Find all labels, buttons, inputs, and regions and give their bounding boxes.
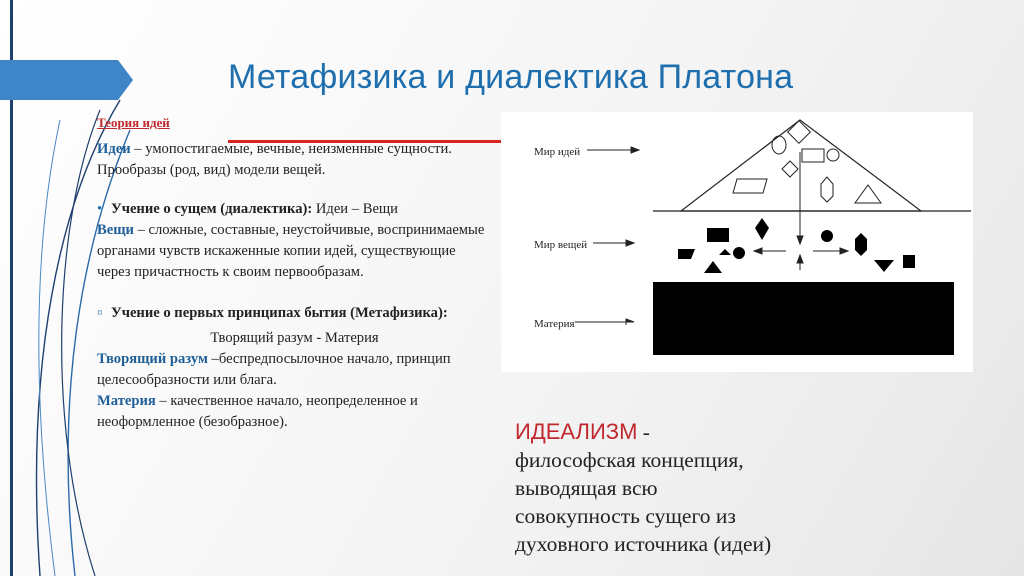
matter-term: Материя <box>97 393 156 409</box>
mind-paragraph <box>97 349 492 391</box>
dialectics-bold: Учение о сущем (диалектика): <box>111 201 313 217</box>
matter-text: – качественное начало, неопределенное и неоформленное (безобразное). <box>97 393 418 430</box>
idealism-text: философская концепция, выводящая всю совокупность сущего из духовного источника (идеи) <box>515 448 772 556</box>
bullet-square-icon: ▫ <box>97 305 103 321</box>
ideas-text: – умопостигаемые, вечные, неизменные сущности. Прообразы (род, вид) модели вещей. <box>97 141 452 178</box>
metaphysics-bold: Учение о первых принципах бытия (Метафизика): <box>111 305 448 321</box>
dialectics-line <box>97 199 492 220</box>
slide-title: Метафизика и диалектика Платона <box>228 58 794 96</box>
label-world-things: Мир вещей <box>534 239 588 251</box>
metaphysics-line <box>97 303 492 324</box>
ideas-triangle <box>681 120 921 211</box>
theory-heading: Теория идей <box>97 115 170 130</box>
left-text-column <box>97 112 492 433</box>
thing-shapes <box>678 218 915 273</box>
label-matter: Материя <box>534 318 575 330</box>
ideas-term: Идеи <box>97 141 131 157</box>
matter-paragraph <box>97 391 492 433</box>
idealism-definition <box>515 418 775 558</box>
plato-worlds-diagram <box>501 112 973 372</box>
ideas-paragraph <box>97 139 492 181</box>
center-line: Творящий разум - Материя <box>210 330 379 346</box>
things-text: – сложные, составные, неустойчивые, воспринимаемые органами чувств искаженные копии идей, существующие через причастность к своим первообразам. <box>97 222 485 280</box>
mind-term: Творящий разум <box>97 351 208 367</box>
mind-text: –беспредпосылочное начало, принцип целесообразности или блага. <box>97 351 451 388</box>
label-arrows <box>575 147 639 325</box>
idea-shapes <box>733 121 881 203</box>
matter-block <box>653 282 954 355</box>
dialectics-text: Идеи – Вещи <box>312 201 398 217</box>
bullet-dot-icon: • <box>97 201 103 217</box>
idealism-dash: - <box>637 420 650 444</box>
things-paragraph <box>97 220 492 283</box>
things-term: Вещи <box>97 222 134 238</box>
idealism-term: ИДЕАЛИЗМ <box>515 419 638 444</box>
label-world-ideas: Мир идей <box>534 146 581 158</box>
